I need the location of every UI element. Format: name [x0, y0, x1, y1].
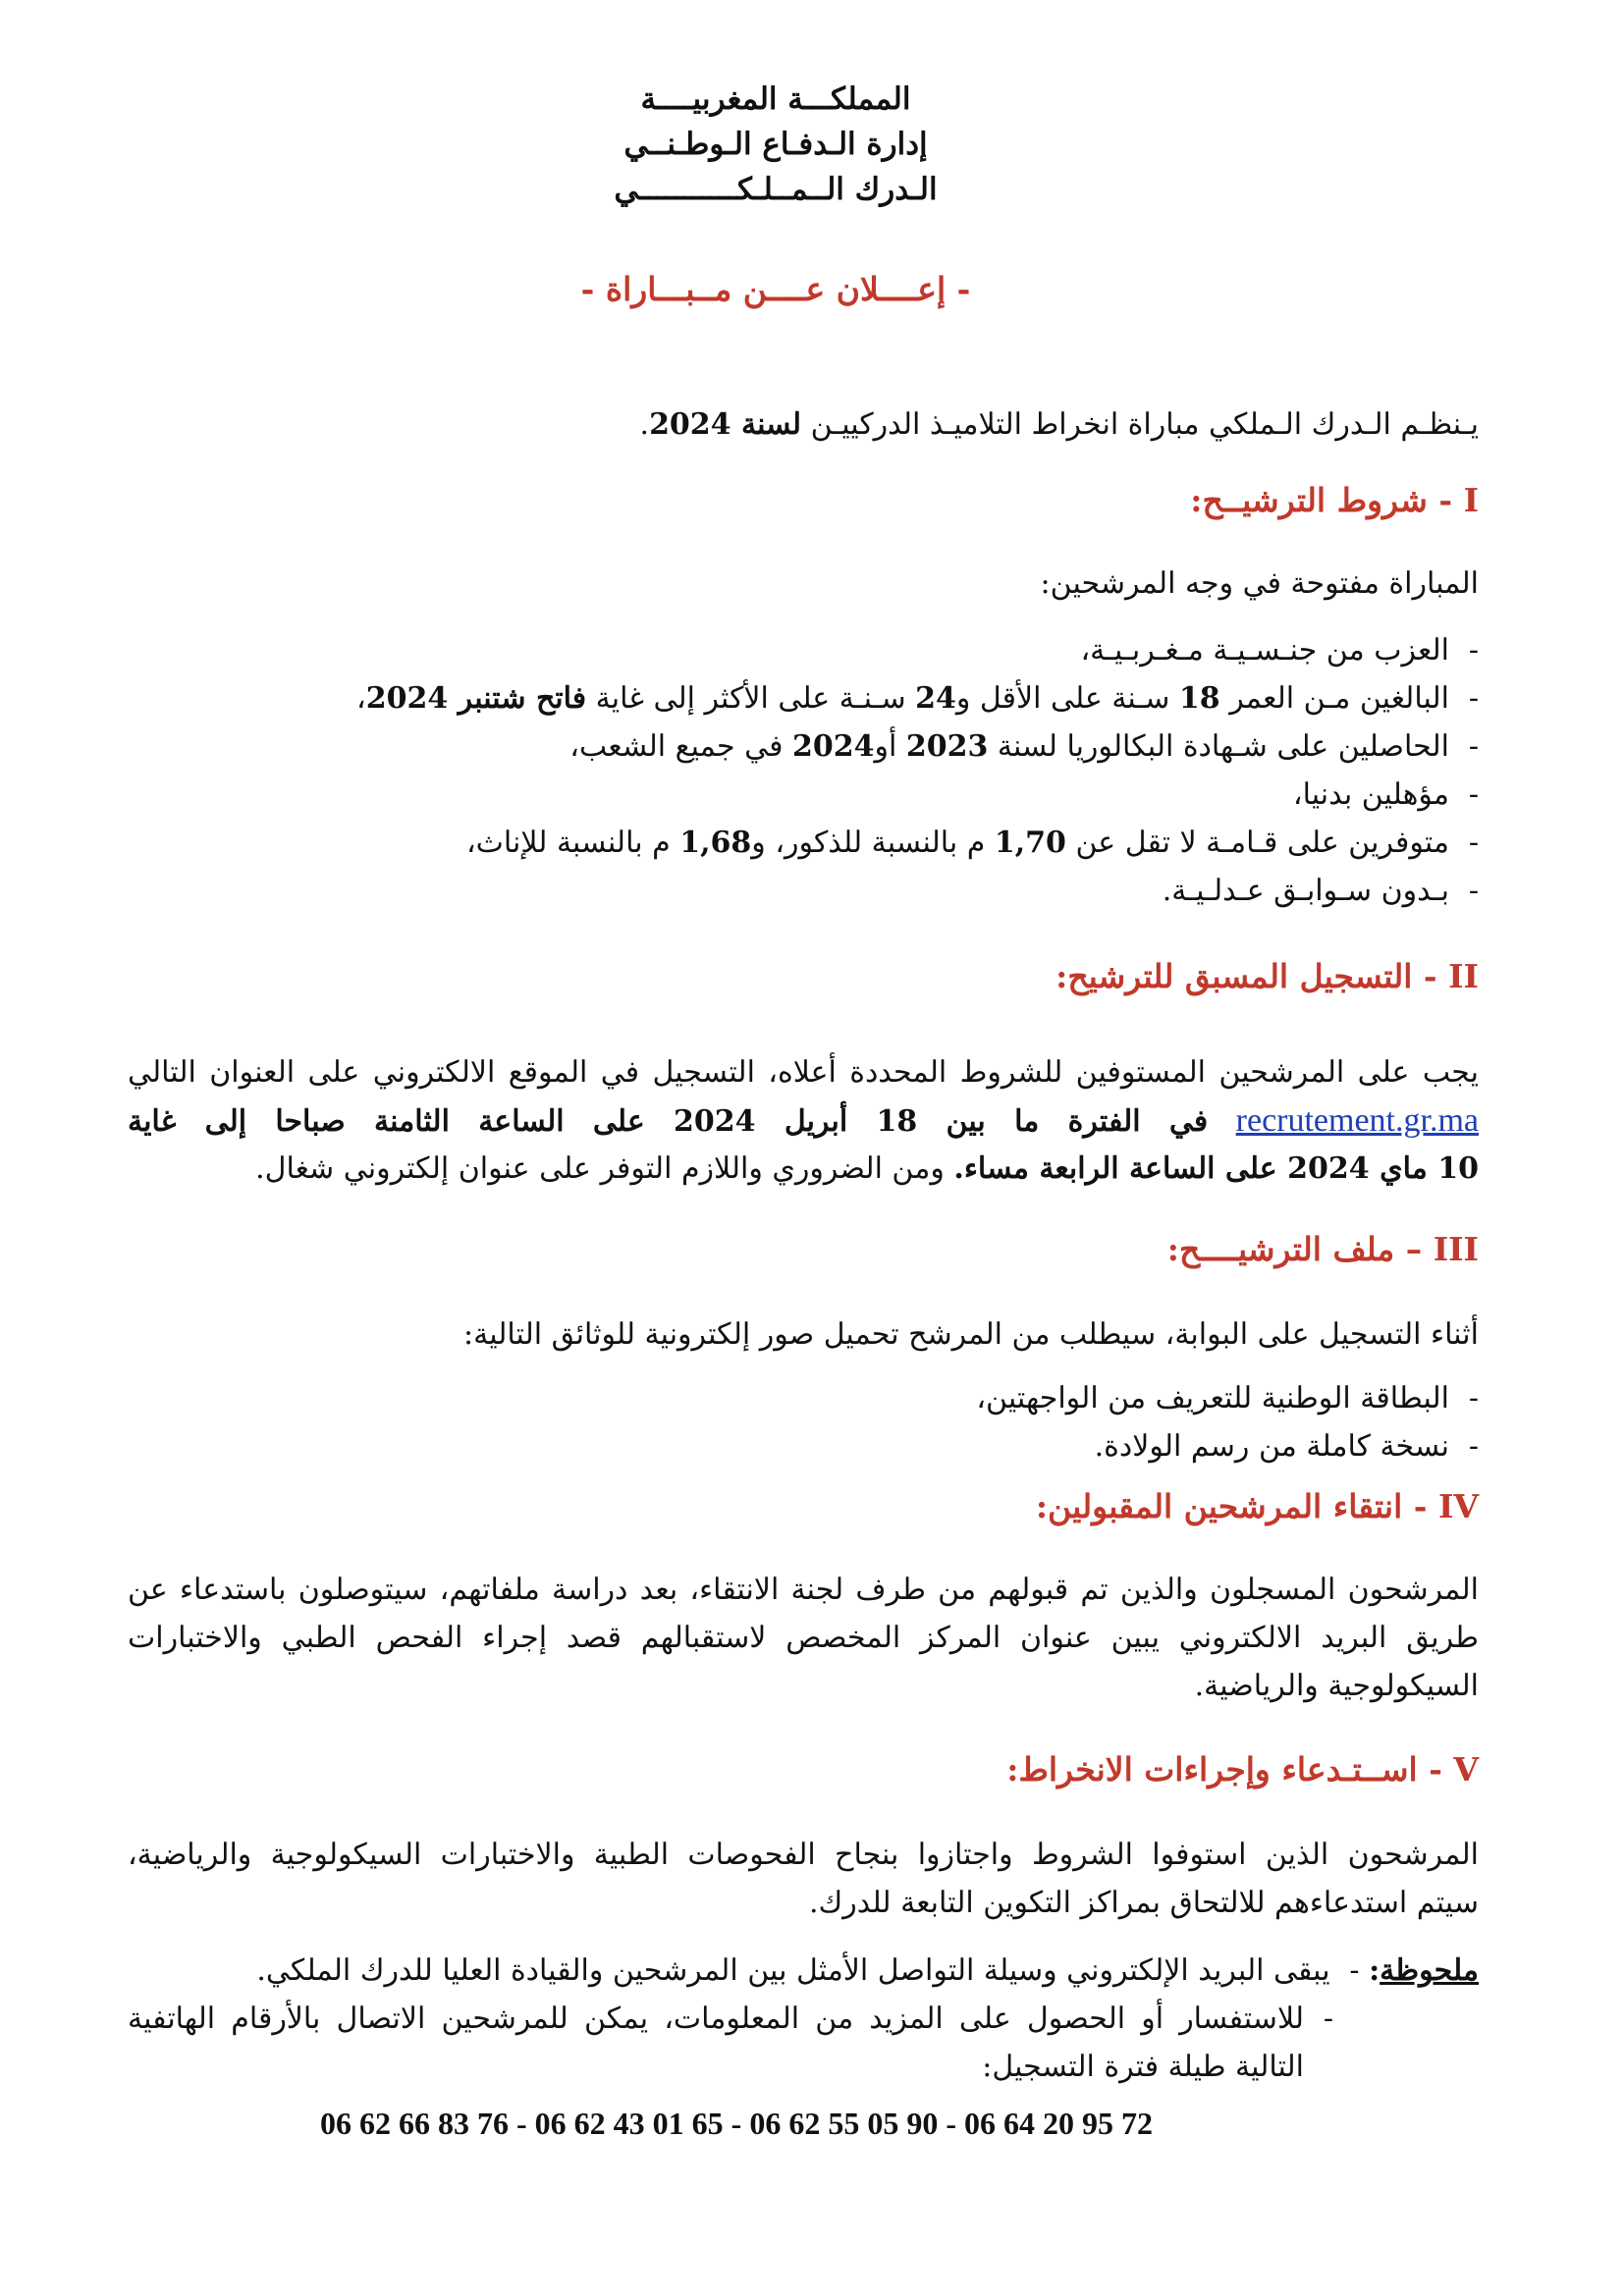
note-item-2-line-1: للاستفسار أو الحصول على المزيد من المعلومات، يمكن للمرشحين الاتصال بالأرقام الهاتفية	[128, 2002, 1304, 2036]
intro-year: لسنة 2024	[649, 407, 802, 442]
announcement-title: - إعــــلان عــــن مــبـــاراة -	[580, 270, 971, 308]
selection-line-3: السيكولوجية والرياضية.	[1194, 1669, 1479, 1703]
condition-text: العزب من جنـسـيـة مـغـربـيـة،	[1080, 633, 1449, 667]
phone-numbers: 06 62 66 83 76 - 06 62 43 01 65 - 06 62 55 05 90 - 06 64 20 95 72	[320, 2106, 1153, 2141]
section-3-title: III – ملف الترشيــــح:	[1166, 1230, 1479, 1268]
note-line-1: ملحوظة: -يبقى البريد الإلكتروني وسيلة التواصل الأمثل بين المرشحين والقيادة العليا للدرك الملكي.	[256, 1953, 1479, 1988]
condition-item: -مؤهلين بدنيا،	[1292, 777, 1479, 812]
registration-paragraph	[128, 1048, 1479, 1193]
condition-text: ،	[356, 681, 366, 716]
enrollment-line-1: المرشحون الذين استوفوا الشروط واجتازوا بنجاح الفحوصات الطبية والاختبارات السيكولوجية والرياضية،	[128, 1838, 1479, 1872]
condition-text: البالغين مـن العمر	[1219, 681, 1449, 716]
note-colon: :	[1369, 1953, 1380, 1988]
condition-text: 18	[1178, 681, 1220, 716]
intro-text: يـنظـم الـدرك الـملكي مباراة انخراط التلاميـذ الدركييـن	[801, 407, 1479, 442]
registration-period-end: 10 ماي 2024 على الساعة الرابعة مساء.	[953, 1151, 1479, 1186]
enrollment-line-2: سيتم استدعاءهم للالتحاق بمراكز التكوين التابعة للدرك.	[809, 1886, 1479, 1920]
condition-item: -متوفرين على قـامـة لا تقل عن 1,70 م بالنسبة للذكور، و1,68 م بالنسبة للإناث،	[465, 826, 1479, 860]
note-block	[128, 1947, 1479, 2091]
condition-text: 24	[915, 681, 956, 716]
note-item-1: يبقى البريد الإلكتروني وسيلة التواصل الأمثل بين المرشحين والقيادة العليا للدرك الملكي.	[256, 1953, 1330, 1988]
condition-text: 2024	[791, 729, 875, 764]
registration-line-1: يجب على المرشحين المستوفين للشروط المحددة أعلاه، التسجيل في الموقع الالكتروني على العنوان التالي	[128, 1055, 1479, 1090]
condition-item: -الحاصلين على شـهادة البكالوريا لسنة 2023 أو2024 في جميع الشعب،	[569, 729, 1479, 764]
condition-text: بـدون سـوابـق عـدلـيـة.	[1162, 874, 1449, 908]
document-id-card: البطاقة الوطنية للتعريف من الواجهتين،	[976, 1381, 1449, 1415]
condition-text: م بالنسبة للإناث،	[465, 826, 680, 860]
section-1-lead	[128, 560, 1479, 608]
letterhead-administration: إدارة الـدفـاع الـوطـنــي	[623, 127, 928, 162]
selection-line-1: المرشحون المسجلون والذين تم قبولهم من طرف لجنة الانتقاء، بعد دراسة ملفاتهم، سيتوصلون باستدعاء عن	[128, 1573, 1479, 1607]
condition-text: متوفرين على قـامـة لا تقل عن	[1065, 826, 1449, 860]
condition-text: مؤهلين بدنيا،	[1292, 777, 1449, 812]
condition-text: فاتح شتنبر 2024	[365, 681, 587, 716]
note-item-2-line-2: التالية طيلة فترة التسجيل:	[982, 2050, 1304, 2084]
registration-email-requirement: ومن الضروري واللازم التوفر على عنوان إلكتروني شغال.	[255, 1151, 954, 1186]
registration-line-3	[128, 1145, 1479, 1193]
condition-text: 2023	[905, 729, 989, 764]
section-1-title: I - شروط الترشيــح:	[1190, 481, 1479, 519]
document-item: -البطاقة الوطنية للتعريف من الواجهتين،	[976, 1381, 1479, 1415]
condition-text: م بالنسبة للذكور، و	[751, 826, 995, 860]
note-item-2: -للاستفسار أو الحصول على المزيد من المعلومات، يمكن للمرشحين الاتصال بالأرقام الهاتفية التالية طيلة فترة التسجيل:	[128, 1995, 1479, 2091]
section-3-lead-text: أثناء التسجيل على البوابة، سيطلب من المرشح تحميل صور إلكترونية للوثائق التالية:	[463, 1317, 1479, 1352]
letterhead-kingdom: المملكـــة المغربيــــة	[640, 81, 911, 117]
section-1-lead-text: المباراة مفتوحة في وجه المرشحين:	[1040, 566, 1479, 601]
section-3-lead	[128, 1310, 1479, 1359]
conditions-list	[128, 626, 1479, 915]
intro-end: .	[639, 407, 650, 442]
registration-period-start: في الفترة ما بين 18 أبريل 2024 على الساعة الثامنة صباحا إلى غاية	[128, 1104, 1209, 1139]
enrollment-paragraph	[128, 1831, 1479, 1927]
condition-item: -البالغين مـن العمر 18 سـنة على الأقل و24 سـنـة على الأكثر إلى غاية فاتح شتنبر 2024،	[356, 681, 1479, 716]
condition-item: -بـدون سـوابـق عـدلـيـة.	[1162, 874, 1479, 908]
section-5-title: V - اســتـدعاء وإجراءات الانخراط:	[1006, 1750, 1479, 1789]
document-item: -نسخة كاملة من رسم الولادة.	[1094, 1429, 1479, 1464]
documents-list	[128, 1374, 1479, 1470]
condition-text: سـنـة على الأكثر إلى غاية	[586, 681, 916, 716]
condition-text: الحاصلين على شـهادة البكالوريا لسنة	[988, 729, 1449, 764]
letterhead	[550, 77, 1001, 212]
selection-paragraph	[128, 1566, 1479, 1710]
condition-text: في جميع الشعب،	[569, 729, 792, 764]
condition-text: أو	[874, 729, 906, 764]
condition-text: سـنة على الأقل و	[955, 681, 1179, 716]
section-2-title: II - التسجيل المسبق للترشيح:	[1056, 957, 1479, 995]
note-label: ملحوظة	[1380, 1953, 1479, 1988]
document-birth-certificate: نسخة كاملة من رسم الولادة.	[1094, 1429, 1449, 1464]
registration-website-link[interactable]: recrutement.gr.ma	[1235, 1102, 1479, 1139]
intro-paragraph	[128, 400, 1479, 449]
section-4-title: IV - انتقاء المرشحين المقبولين:	[1035, 1487, 1479, 1525]
selection-line-2: طريق البريد الالكتروني يبين عنوان المركز المخصص لاستقبالهم قصد إجراء الفحص الطبي والاختبارات	[128, 1621, 1479, 1655]
condition-text: 1,70	[994, 826, 1066, 860]
letterhead-gendarmerie: الـدرك الــمــلـكـــــــــــي	[614, 172, 938, 207]
registration-line-2	[128, 1096, 1479, 1145]
condition-item: -العزب من جنـسـيـة مـغـربـيـة،	[1080, 633, 1479, 667]
condition-text: 1,68	[679, 826, 752, 860]
